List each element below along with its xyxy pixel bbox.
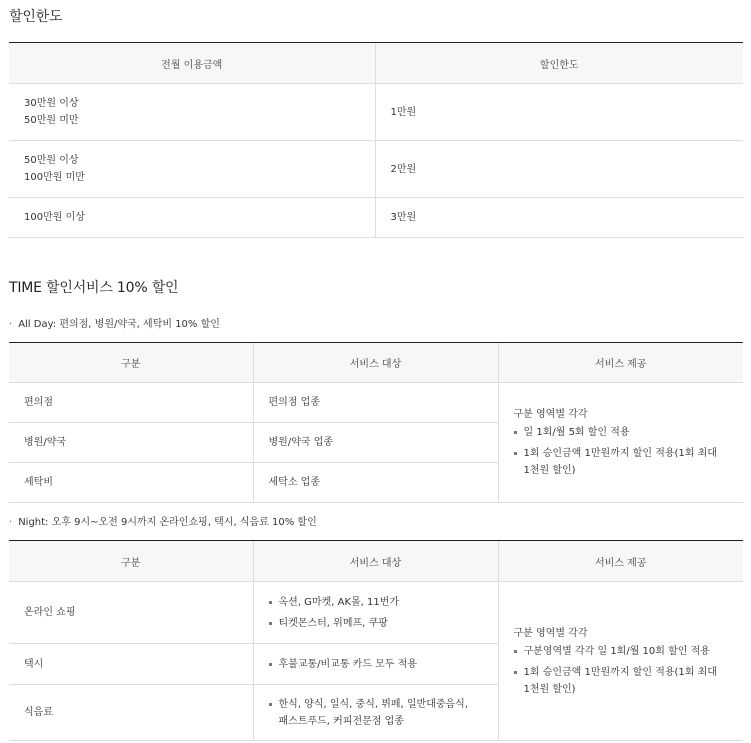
allday-note-text: All Day: 편의점, 병원/약국, 세탁비 10% 할인 <box>18 319 220 330</box>
target-line: 한식, 양식, 일식, 중식, 뷔페, 일반대중음식, <box>278 698 469 710</box>
list-item <box>514 664 729 698</box>
spend-cell <box>9 84 375 141</box>
header-provision: 서비스 제공 <box>498 541 743 582</box>
night-table-header <box>9 541 743 582</box>
provision-line: 1회 승인금액 1만원까지 할인 적용(1회 최대 <box>523 666 717 678</box>
category-cell: 편의점 <box>9 383 253 423</box>
target-list <box>269 594 483 632</box>
list-item <box>514 445 729 479</box>
list-item <box>269 696 483 730</box>
allday-note <box>9 315 220 330</box>
provision-cell <box>498 582 743 741</box>
limit-cell: 3만원 <box>375 198 743 238</box>
provision-list <box>514 643 729 698</box>
category-cell: 세탁비 <box>9 463 253 503</box>
spend-line: 100만원 이상 <box>24 212 85 223</box>
limit-table-header <box>9 43 743 84</box>
table-row <box>9 582 743 644</box>
bullet-icon: · <box>9 319 13 330</box>
category-cell: 택시 <box>9 644 253 685</box>
night-note-text: Night: 오후 9시~오전 9시까지 온라인쇼핑, 택시, 식음료 10% 할인 <box>18 517 317 528</box>
header-limit: 할인한도 <box>375 43 743 84</box>
header-target: 서비스 대상 <box>253 541 498 582</box>
target-list <box>269 696 483 730</box>
list-item: 후불교통/비교통 카드 모두 적용 <box>269 656 483 673</box>
table-row <box>9 141 743 198</box>
allday-table-header <box>9 343 743 383</box>
allday-table <box>9 342 743 503</box>
spend-cell <box>9 141 375 198</box>
spend-cell <box>9 198 375 238</box>
list-item: 일 1회/월 5회 할인 적용 <box>514 424 729 441</box>
table-row <box>9 84 743 141</box>
time-section-title: TIME 할인서비스 10% 할인 <box>9 280 179 296</box>
list-item: 구분영역별 각각 일 1회/월 10회 할인 적용 <box>514 643 729 660</box>
header-provision: 서비스 제공 <box>498 343 743 383</box>
table-row <box>9 383 743 423</box>
list-item: 옥션, G마켓, AK몰, 11번가 <box>269 594 483 611</box>
bullet-icon: · <box>9 517 13 528</box>
limit-table <box>9 42 743 238</box>
limit-cell: 2만원 <box>375 141 743 198</box>
spend-line: 30만원 이상 <box>24 98 79 109</box>
target-cell <box>253 582 498 644</box>
category-cell: 병원/약국 <box>9 423 253 463</box>
provision-line: 1천원 할인) <box>523 465 576 476</box>
provision-head: 구분 영역별 각각 <box>513 627 588 639</box>
provision-cell <box>498 383 743 503</box>
night-table <box>9 540 743 741</box>
provision-line: 1천원 할인) <box>523 683 576 695</box>
spend-line: 50만원 이상 <box>24 155 79 166</box>
provision-line: 1회 승인금액 1만원까지 할인 적용(1회 최대 <box>523 448 717 459</box>
list-item: 티켓몬스터, 위메프, 쿠팡 <box>269 615 483 632</box>
table-row <box>9 198 743 238</box>
category-cell: 식음료 <box>9 685 253 741</box>
header-category: 구분 <box>9 343 253 383</box>
target-cell: 세탁소 업종 <box>253 463 498 503</box>
header-spend: 전월 이용금액 <box>9 43 375 84</box>
target-cell <box>253 685 498 741</box>
target-cell <box>253 644 498 685</box>
target-cell: 병원/약국 업종 <box>253 423 498 463</box>
provision-list <box>514 424 729 479</box>
spend-line: 100만원 미만 <box>24 172 85 183</box>
category-cell: 온라인 쇼핑 <box>9 582 253 644</box>
target-cell: 편의점 업종 <box>253 383 498 423</box>
target-line: 패스트푸드, 커피전문점 업종 <box>278 715 404 727</box>
night-note <box>9 513 317 528</box>
spend-line: 50만원 미만 <box>24 115 79 126</box>
header-category: 구분 <box>9 541 253 582</box>
header-target: 서비스 대상 <box>253 343 498 383</box>
target-list <box>269 656 483 673</box>
limit-cell: 1만원 <box>375 84 743 141</box>
limit-section-title: 할인한도 <box>9 9 63 25</box>
provision-head: 구분 영역별 각각 <box>513 409 588 420</box>
